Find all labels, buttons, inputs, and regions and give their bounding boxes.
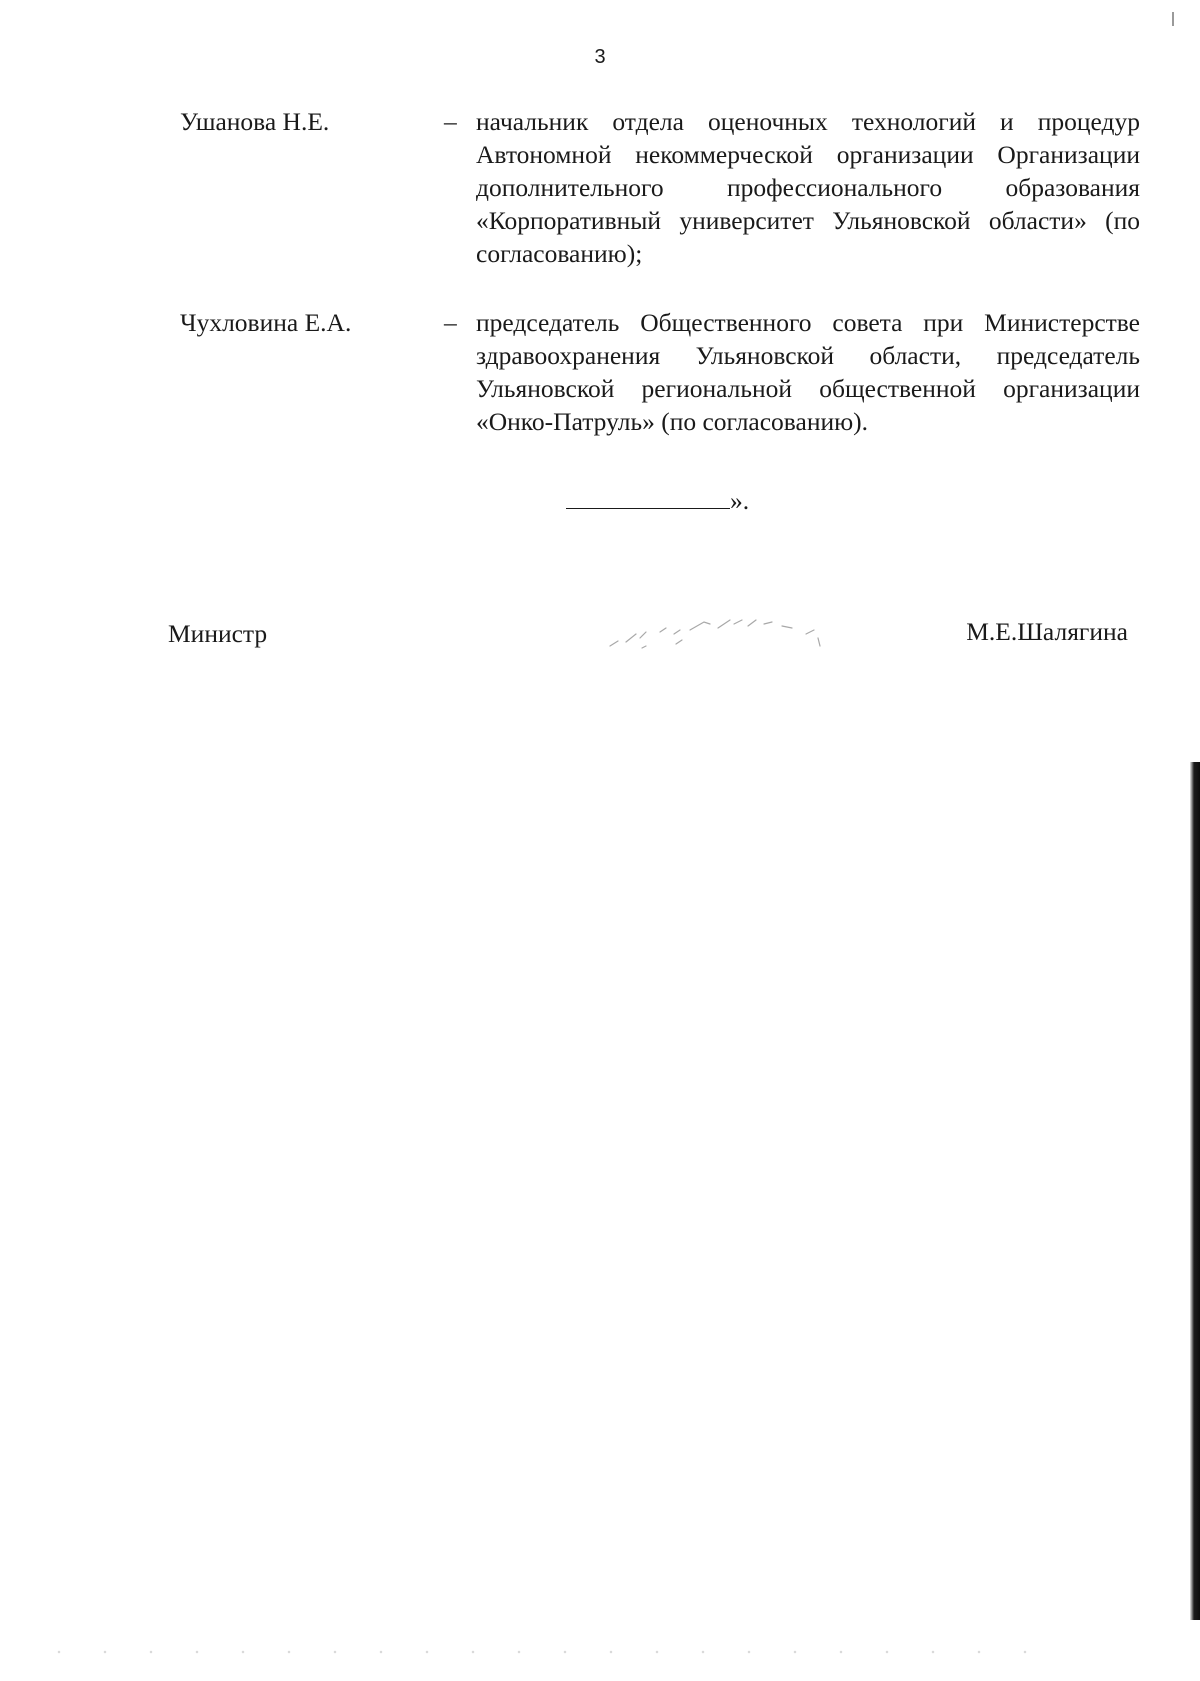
member-entry bbox=[180, 105, 1140, 275]
member-dash: – bbox=[444, 308, 457, 337]
scan-noise bbox=[36, 1650, 1036, 1654]
member-role: председатель Общественного совета при Министерстве здравоохранения Ульяновской области, председатель Ульяновской региональной общественной организации «Онко-Патруль» (по согласованию). bbox=[476, 308, 1140, 436]
member-dash: – bbox=[444, 107, 457, 136]
closing-quote bbox=[566, 484, 749, 517]
scan-artifact bbox=[1172, 12, 1174, 26]
page-number: 3 bbox=[594, 46, 606, 68]
member-entry bbox=[180, 306, 1140, 446]
signature-name: М.Е.Шалягина bbox=[966, 617, 1128, 646]
scan-edge-shadow bbox=[1190, 762, 1200, 1620]
signature-scribble bbox=[606, 608, 846, 652]
member-name: Ушанова Н.Е. bbox=[180, 107, 330, 136]
member-role: начальник отдела оценочных технологий и процедур Автономной некоммерческой организации Организации дополнительного профессионального образования «Корпоративный университет Ульяновской области» (по согласованию); bbox=[476, 107, 1140, 268]
closing-quote-mark: ». bbox=[730, 486, 750, 515]
member-name: Чухловина Е.А. bbox=[180, 308, 352, 337]
closing-rule bbox=[566, 486, 730, 509]
signature-title: Министр bbox=[168, 619, 268, 648]
